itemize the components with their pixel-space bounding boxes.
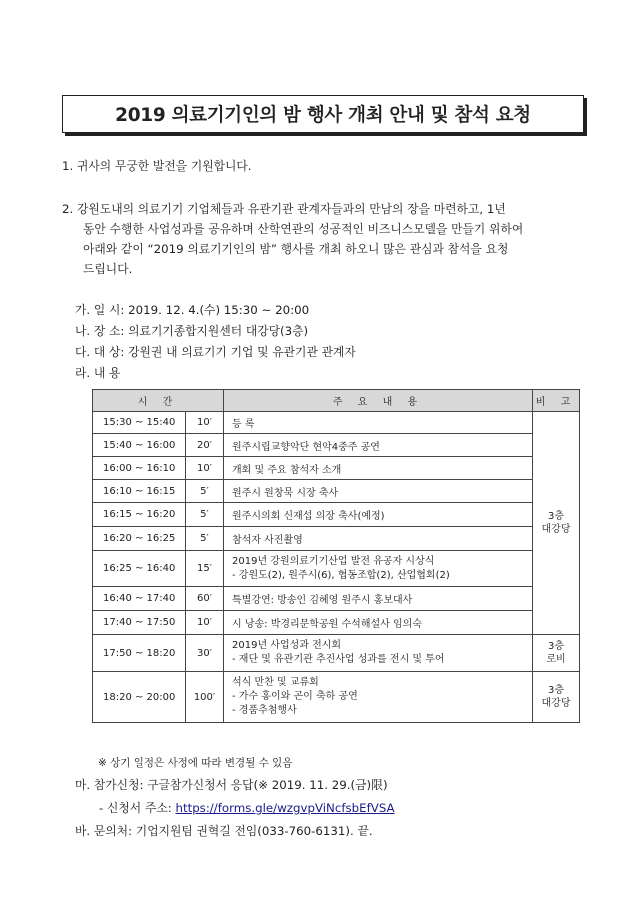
remark-main-room: 대강당 <box>541 524 571 535</box>
row-time: 16:40 ~ 17:40 <box>93 587 186 611</box>
row-content <box>224 635 533 672</box>
row-duration: 5′ <box>186 503 224 527</box>
row-content: 원주시의회 신재섭 의장 축사(예정) <box>224 503 533 527</box>
item-contact: 바. 문의처: 기업지원팀 권혁길 전임(033-760-6131). 끝. <box>75 824 373 838</box>
paragraph-2-line-1: 2. 강원도내의 의료기기 기업체들과 유관기관 관계자들과의 만남의 장을 마련하고, 1년 <box>62 202 506 216</box>
row-duration: 60′ <box>186 587 224 611</box>
row-time: 16:00 ~ 16:10 <box>93 457 186 480</box>
row-content: 원주시 원창묵 시장 축사 <box>224 480 533 503</box>
row-content <box>224 672 533 723</box>
table-row <box>93 434 580 457</box>
registration-url-link[interactable]: https://forms.gle/wzgvpViNcfsbEfVSA <box>175 801 395 815</box>
header-remark: 비 고 <box>533 390 580 412</box>
item-content: 라. 내 용 <box>75 366 121 380</box>
schedule-header-row <box>93 390 580 412</box>
table-row <box>93 672 580 723</box>
remark-lobby-room: 로비 <box>546 654 566 665</box>
header-content: 주 요 내 용 <box>224 390 533 412</box>
row-time: 16:20 ~ 16:25 <box>93 527 186 551</box>
row-content-line: 2019년 강원의료기기산업 발전 유공자 시상식 <box>232 555 435 567</box>
remark-lobby-floor: 3층 <box>547 641 565 652</box>
row-duration: 10′ <box>186 457 224 480</box>
row-duration: 10′ <box>186 412 224 434</box>
header-time: 시 간 <box>93 390 224 412</box>
table-row <box>93 551 580 587</box>
row-content: 시 낭송: 박경리문학공원 수석해설사 임의숙 <box>224 611 533 635</box>
row-time: 16:10 ~ 16:15 <box>93 480 186 503</box>
remark-main-floor: 3층 <box>547 511 565 522</box>
row-time: 16:25 ~ 16:40 <box>93 551 186 587</box>
row-duration: 10′ <box>186 611 224 635</box>
remark-last-floor: 3층 <box>547 685 565 696</box>
row-duration: 5′ <box>186 480 224 503</box>
row-duration: 100′ <box>186 672 224 723</box>
row-time: 15:40 ~ 16:00 <box>93 434 186 457</box>
table-row <box>93 503 580 527</box>
document-title: 2019 의료기기인의 밤 행사 개최 안내 및 참석 요청 <box>115 105 531 126</box>
registration-url-label: - 신청서 주소: <box>99 801 176 815</box>
remark-lobby <box>533 635 580 672</box>
row-content: 등 록 <box>224 412 533 434</box>
row-time: 18:20 ~ 20:00 <box>93 672 186 723</box>
row-time: 15:30 ~ 15:40 <box>93 412 186 434</box>
document-title-box <box>62 95 584 133</box>
table-row <box>93 527 580 551</box>
row-content-line: - 재단 및 유관기관 추진사업 성과를 전시 및 투어 <box>232 654 445 665</box>
remark-main-hall <box>533 412 580 635</box>
table-row <box>93 480 580 503</box>
paragraph-2-line-4: 드립니다. <box>83 262 133 276</box>
row-time: 17:50 ~ 18:20 <box>93 635 186 672</box>
table-row <box>93 412 580 434</box>
row-duration: 20′ <box>186 434 224 457</box>
item-registration: 마. 참가신청: 구글참가신청서 응답(※ 2019. 11. 29.(금)限) <box>75 778 388 792</box>
item-location: 나. 장 소: 의료기기종합지원센터 대강당(3층) <box>75 324 309 338</box>
paragraph-2-line-3: 아래와 같이 “2019 의료기기인의 밤” 행사를 개최 하오니 많은 관심과 참석을 요청 <box>83 242 509 256</box>
row-content-line: - 강원도(2), 원주시(6), 협동조합(2), 산업협회(2) <box>232 569 450 581</box>
row-content: 개회 및 주요 참석자 소개 <box>224 457 533 480</box>
paragraph-1: 1. 귀사의 무궁한 발전을 기원합니다. <box>62 159 252 173</box>
table-row <box>93 457 580 480</box>
paragraph-2-line-2: 동안 수행한 사업성과를 공유하며 산학연관의 성공적인 비즈니스모델을 만들기 위하여 <box>83 222 524 236</box>
row-content-line: - 가수 홍이와 곤이 축하 공연 <box>232 691 358 702</box>
row-duration: 15′ <box>186 551 224 587</box>
row-content: 원주시립교향악단 현악4중주 공연 <box>224 434 533 457</box>
row-content-line: 2019년 사업성과 전시회 <box>232 640 342 651</box>
row-time: 17:40 ~ 17:50 <box>93 611 186 635</box>
remark-last-room: 대강당 <box>541 698 571 709</box>
row-content: 참석자 사진촬영 <box>224 527 533 551</box>
remark-last <box>533 672 580 723</box>
row-duration: 5′ <box>186 527 224 551</box>
row-content: 특별강연: 방송인 김혜영 원주시 홍보대사 <box>224 587 533 611</box>
row-content-line: 석식 만찬 및 교류회 <box>232 677 319 688</box>
row-content-line: - 경품추첨행사 <box>232 705 297 716</box>
table-row <box>93 611 580 635</box>
schedule-note: ※ 상기 일정은 사정에 따라 변경될 수 있음 <box>98 757 293 769</box>
table-row <box>93 635 580 672</box>
item-target: 다. 대 상: 강원권 내 의료기기 기업 및 유관기관 관계자 <box>75 345 356 359</box>
item-datetime: 가. 일 시: 2019. 12. 4.(수) 15:30 ~ 20:00 <box>75 303 310 317</box>
row-duration: 30′ <box>186 635 224 672</box>
row-time: 16:15 ~ 16:20 <box>93 503 186 527</box>
registration-url-line <box>99 799 395 816</box>
schedule-table <box>92 389 580 723</box>
row-content <box>224 551 533 587</box>
table-row <box>93 587 580 611</box>
